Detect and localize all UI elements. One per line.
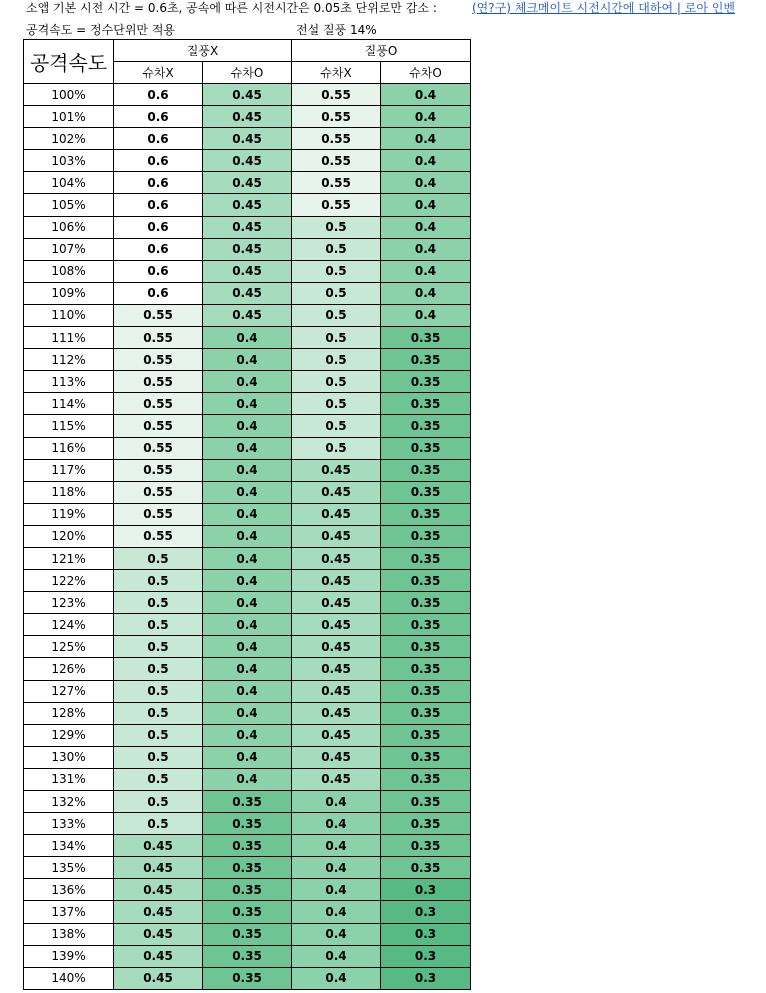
cast-time-cell: 0.35 (381, 547, 471, 569)
cast-time-cell: 0.4 (203, 327, 292, 349)
cast-time-cell: 0.35 (203, 901, 292, 923)
cast-time-table (23, 39, 471, 990)
cast-time-cell: 0.55 (114, 437, 203, 459)
cast-time-cell: 0.55 (114, 525, 203, 547)
cast-time-cell: 0.55 (114, 371, 203, 393)
legend-note: 전설 질풍 14% (296, 23, 377, 37)
table-row (24, 437, 471, 459)
attack-speed-cell: 131% (24, 768, 114, 790)
table-row (24, 84, 471, 106)
cast-time-cell: 0.35 (381, 680, 471, 702)
attack-speed-cell: 130% (24, 746, 114, 768)
table-row (24, 768, 471, 790)
cast-time-cell: 0.35 (381, 636, 471, 658)
cast-time-cell: 0.5 (292, 371, 381, 393)
cast-time-cell: 0.5 (114, 724, 203, 746)
table-row (24, 967, 471, 989)
table-row (24, 128, 471, 150)
cast-time-cell: 0.4 (292, 879, 381, 901)
cast-time-cell: 0.4 (203, 614, 292, 636)
attack-speed-cell: 119% (24, 503, 114, 525)
cast-time-cell: 0.6 (114, 238, 203, 260)
cast-time-cell: 0.45 (203, 260, 292, 282)
cast-time-cell: 0.55 (114, 503, 203, 525)
cast-time-cell: 0.5 (292, 349, 381, 371)
cast-time-cell: 0.45 (114, 967, 203, 989)
cast-time-cell: 0.5 (292, 216, 381, 238)
cast-time-cell: 0.4 (203, 547, 292, 569)
cast-time-note: 소앱 기본 시전 시간 = 0.6초, 공속에 따른 시전시간은 0.05초 단위로만 감소 : (26, 1, 437, 15)
cast-time-cell: 0.6 (114, 172, 203, 194)
cast-time-cell: 0.4 (381, 304, 471, 326)
cast-time-cell: 0.35 (381, 768, 471, 790)
attack-speed-cell: 122% (24, 570, 114, 592)
attack-speed-cell: 136% (24, 879, 114, 901)
cast-time-cell: 0.5 (114, 702, 203, 724)
cast-time-cell: 0.5 (114, 680, 203, 702)
cast-time-cell: 0.35 (381, 371, 471, 393)
attack-speed-cell: 107% (24, 238, 114, 260)
cast-time-cell: 0.35 (203, 835, 292, 857)
cast-time-cell: 0.5 (292, 304, 381, 326)
attack-speed-cell: 114% (24, 393, 114, 415)
cast-time-cell: 0.5 (114, 813, 203, 835)
cast-time-cell: 0.35 (381, 835, 471, 857)
cast-time-cell: 0.45 (292, 459, 381, 481)
table-row (24, 614, 471, 636)
cast-time-cell: 0.4 (381, 238, 471, 260)
cast-time-cell: 0.45 (203, 150, 292, 172)
cast-time-cell: 0.4 (381, 106, 471, 128)
attack-speed-cell: 116% (24, 437, 114, 459)
attack-speed-cell: 137% (24, 901, 114, 923)
attack-speed-cell: 120% (24, 525, 114, 547)
cast-time-cell: 0.4 (203, 371, 292, 393)
cast-time-cell: 0.35 (381, 459, 471, 481)
attack-speed-header: 공격속도 (24, 40, 114, 84)
table-row (24, 260, 471, 282)
cast-time-cell: 0.45 (292, 724, 381, 746)
cast-time-cell: 0.55 (114, 327, 203, 349)
cast-time-cell: 0.3 (381, 923, 471, 945)
cast-time-cell: 0.35 (381, 658, 471, 680)
cast-time-cell: 0.4 (381, 128, 471, 150)
cast-time-cell: 0.4 (203, 481, 292, 503)
cast-time-cell: 0.5 (114, 768, 203, 790)
cast-time-cell: 0.4 (203, 636, 292, 658)
cast-time-cell: 0.4 (203, 746, 292, 768)
cast-time-cell: 0.45 (203, 106, 292, 128)
cast-time-cell: 0.35 (203, 813, 292, 835)
cast-time-cell: 0.3 (381, 967, 471, 989)
cast-time-cell: 0.4 (292, 945, 381, 967)
table-row (24, 481, 471, 503)
cast-time-cell: 0.4 (203, 702, 292, 724)
cast-time-cell: 0.3 (381, 901, 471, 923)
cast-time-cell: 0.45 (292, 658, 381, 680)
cast-time-cell: 0.6 (114, 150, 203, 172)
cast-time-cell: 0.55 (114, 393, 203, 415)
cast-time-cell: 0.4 (203, 415, 292, 437)
attack-speed-cell: 115% (24, 415, 114, 437)
group-header-gale: 질풍O (292, 40, 471, 62)
cast-time-cell: 0.6 (114, 260, 203, 282)
cast-time-cell: 0.35 (381, 349, 471, 371)
table-row (24, 238, 471, 260)
cast-time-cell: 0.5 (114, 547, 203, 569)
cast-time-cell: 0.4 (203, 525, 292, 547)
cast-time-cell: 0.4 (203, 459, 292, 481)
cast-time-cell: 0.4 (381, 282, 471, 304)
cast-time-cell: 0.4 (203, 768, 292, 790)
cast-time-cell: 0.4 (292, 835, 381, 857)
cast-time-cell: 0.5 (114, 791, 203, 813)
table-row (24, 106, 471, 128)
group-header-no-gale: 질풍X (114, 40, 292, 62)
cast-time-cell: 0.35 (381, 415, 471, 437)
cast-time-cell: 0.3 (381, 945, 471, 967)
cast-time-cell: 0.35 (381, 393, 471, 415)
integer-note: 공격속도 = 정수단위만 적용 (26, 23, 176, 37)
table-row (24, 746, 471, 768)
table-row (24, 724, 471, 746)
cast-time-cell: 0.5 (292, 282, 381, 304)
sub-header: 슈차X (114, 62, 203, 84)
cast-time-cell: 0.55 (292, 150, 381, 172)
table-row (24, 636, 471, 658)
cast-time-cell: 0.35 (381, 746, 471, 768)
sub-header: 슈차O (203, 62, 292, 84)
attack-speed-cell: 102% (24, 128, 114, 150)
cast-time-cell: 0.45 (292, 481, 381, 503)
cast-time-cell: 0.4 (381, 150, 471, 172)
cast-time-cell: 0.5 (292, 260, 381, 282)
attack-speed-cell: 126% (24, 658, 114, 680)
cast-time-cell: 0.35 (203, 967, 292, 989)
table-row (24, 592, 471, 614)
cast-time-cell: 0.45 (292, 525, 381, 547)
cast-time-cell: 0.55 (114, 349, 203, 371)
attack-speed-cell: 132% (24, 791, 114, 813)
sub-header: 슈차O (381, 62, 471, 84)
cast-time-cell: 0.45 (203, 216, 292, 238)
cast-time-cell: 0.45 (292, 570, 381, 592)
table-row (24, 879, 471, 901)
cast-time-cell: 0.4 (381, 216, 471, 238)
attack-speed-cell: 125% (24, 636, 114, 658)
table-row (24, 901, 471, 923)
cast-time-cell: 0.4 (292, 967, 381, 989)
attack-speed-cell: 133% (24, 813, 114, 835)
attack-speed-cell: 123% (24, 592, 114, 614)
cast-time-cell: 0.4 (292, 901, 381, 923)
table-row (24, 945, 471, 967)
cast-time-cell: 0.4 (203, 393, 292, 415)
attack-speed-cell: 101% (24, 106, 114, 128)
cast-time-cell: 0.5 (292, 393, 381, 415)
cast-time-cell: 0.6 (114, 194, 203, 216)
table-row (24, 172, 471, 194)
cast-time-cell: 0.5 (292, 327, 381, 349)
cast-time-cell: 0.4 (381, 194, 471, 216)
cast-time-cell: 0.45 (114, 835, 203, 857)
cast-time-cell: 0.35 (381, 437, 471, 459)
cast-time-cell: 0.4 (203, 680, 292, 702)
cast-time-cell: 0.35 (381, 525, 471, 547)
table-row (24, 282, 471, 304)
attack-speed-cell: 138% (24, 923, 114, 945)
cast-time-cell: 0.45 (203, 84, 292, 106)
table-row (24, 415, 471, 437)
cast-time-cell: 0.55 (114, 415, 203, 437)
cast-time-cell: 0.35 (381, 724, 471, 746)
cast-time-cell: 0.4 (203, 658, 292, 680)
cast-time-cell: 0.4 (203, 437, 292, 459)
attack-speed-cell: 129% (24, 724, 114, 746)
cast-time-cell: 0.45 (114, 901, 203, 923)
table-row (24, 150, 471, 172)
cast-time-cell: 0.6 (114, 216, 203, 238)
cast-time-cell: 0.35 (203, 923, 292, 945)
cast-time-cell: 0.55 (292, 194, 381, 216)
cast-time-cell: 0.45 (292, 614, 381, 636)
cast-time-cell: 0.35 (381, 503, 471, 525)
attack-speed-cell: 110% (24, 304, 114, 326)
attack-speed-cell: 106% (24, 216, 114, 238)
cast-time-cell: 0.55 (114, 304, 203, 326)
cast-time-cell: 0.35 (381, 813, 471, 835)
attack-speed-cell: 113% (24, 371, 114, 393)
sub-header: 슈차X (292, 62, 381, 84)
cast-time-cell: 0.45 (292, 592, 381, 614)
cast-time-cell: 0.35 (381, 570, 471, 592)
cast-time-cell: 0.6 (114, 282, 203, 304)
attack-speed-cell: 104% (24, 172, 114, 194)
table-row (24, 702, 471, 724)
cast-time-cell: 0.4 (203, 503, 292, 525)
attack-speed-cell: 109% (24, 282, 114, 304)
cast-time-cell: 0.3 (381, 879, 471, 901)
cast-time-cell: 0.35 (203, 945, 292, 967)
table-row (24, 923, 471, 945)
attack-speed-cell: 118% (24, 481, 114, 503)
cast-time-cell: 0.4 (292, 923, 381, 945)
table-row (24, 349, 471, 371)
cast-time-cell: 0.5 (114, 746, 203, 768)
header-note (26, 0, 735, 16)
table-row (24, 547, 471, 569)
cast-time-cell: 0.4 (203, 724, 292, 746)
cast-time-cell: 0.45 (203, 304, 292, 326)
cast-time-cell: 0.35 (381, 592, 471, 614)
attack-speed-cell: 111% (24, 327, 114, 349)
cast-time-cell: 0.4 (381, 260, 471, 282)
attack-speed-cell: 127% (24, 680, 114, 702)
cast-time-cell: 0.55 (292, 106, 381, 128)
cast-time-cell: 0.35 (203, 791, 292, 813)
cast-time-cell: 0.5 (114, 614, 203, 636)
cast-time-cell: 0.45 (203, 194, 292, 216)
attack-speed-cell: 103% (24, 150, 114, 172)
cast-time-cell: 0.45 (292, 547, 381, 569)
table-row (24, 393, 471, 415)
cast-time-cell: 0.45 (203, 238, 292, 260)
cast-time-cell: 0.35 (381, 614, 471, 636)
cast-time-cell: 0.35 (381, 481, 471, 503)
cast-time-cell: 0.55 (292, 172, 381, 194)
table-row (24, 525, 471, 547)
cast-time-cell: 0.45 (114, 923, 203, 945)
cast-time-cell: 0.55 (292, 128, 381, 150)
cast-time-cell: 0.45 (203, 172, 292, 194)
table-row (24, 194, 471, 216)
attack-speed-cell: 100% (24, 84, 114, 106)
table-row (24, 658, 471, 680)
cast-time-cell: 0.35 (381, 327, 471, 349)
cast-time-cell: 0.4 (381, 172, 471, 194)
cast-time-cell: 0.35 (381, 857, 471, 879)
table-row (24, 459, 471, 481)
cast-time-cell: 0.5 (292, 437, 381, 459)
cast-time-cell: 0.55 (114, 459, 203, 481)
cast-time-cell: 0.45 (114, 879, 203, 901)
cast-time-cell: 0.4 (381, 84, 471, 106)
attack-speed-cell: 135% (24, 857, 114, 879)
reference-link[interactable]: (연?구) 체크메이트 시전시간에 대하여 | 로아 인벤 (472, 1, 735, 15)
attack-speed-cell: 117% (24, 459, 114, 481)
table-row (24, 570, 471, 592)
cast-time-cell: 0.5 (292, 238, 381, 260)
table-row (24, 327, 471, 349)
attack-speed-cell: 124% (24, 614, 114, 636)
attack-speed-cell: 108% (24, 260, 114, 282)
cast-time-cell: 0.55 (114, 481, 203, 503)
cast-time-cell: 0.45 (114, 945, 203, 967)
cast-time-cell: 0.6 (114, 106, 203, 128)
cast-time-cell: 0.45 (292, 503, 381, 525)
cast-time-cell: 0.5 (114, 592, 203, 614)
cast-time-cell: 0.45 (203, 128, 292, 150)
cast-time-cell: 0.45 (114, 857, 203, 879)
cast-time-cell: 0.45 (292, 746, 381, 768)
cast-time-cell: 0.45 (292, 636, 381, 658)
table-row (24, 680, 471, 702)
attack-speed-cell: 134% (24, 835, 114, 857)
cast-time-cell: 0.4 (292, 813, 381, 835)
table-row (24, 503, 471, 525)
cast-time-cell: 0.5 (114, 636, 203, 658)
attack-speed-cell: 139% (24, 945, 114, 967)
cast-time-cell: 0.5 (292, 415, 381, 437)
attack-speed-cell: 140% (24, 967, 114, 989)
table-row (24, 791, 471, 813)
table-row (24, 371, 471, 393)
cast-time-cell: 0.35 (203, 857, 292, 879)
cast-time-cell: 0.35 (203, 879, 292, 901)
attack-speed-cell: 112% (24, 349, 114, 371)
cast-time-cell: 0.45 (292, 680, 381, 702)
cast-time-cell: 0.55 (292, 84, 381, 106)
cast-time-cell: 0.4 (203, 570, 292, 592)
cast-time-cell: 0.45 (292, 768, 381, 790)
table-body (24, 84, 471, 990)
cast-time-cell: 0.45 (203, 282, 292, 304)
table-row (24, 813, 471, 835)
cast-time-cell: 0.4 (292, 857, 381, 879)
table-row (24, 216, 471, 238)
cast-time-cell: 0.4 (203, 592, 292, 614)
cast-time-cell: 0.4 (292, 791, 381, 813)
cast-time-cell: 0.5 (114, 658, 203, 680)
cast-time-cell: 0.6 (114, 128, 203, 150)
cast-time-cell: 0.45 (292, 702, 381, 724)
table-row (24, 835, 471, 857)
attack-speed-cell: 105% (24, 194, 114, 216)
table-row (24, 304, 471, 326)
attack-speed-cell: 128% (24, 702, 114, 724)
cast-time-cell: 0.4 (203, 349, 292, 371)
table-row (24, 857, 471, 879)
attack-speed-cell: 121% (24, 547, 114, 569)
cast-time-cell: 0.35 (381, 791, 471, 813)
cast-time-cell: 0.35 (381, 702, 471, 724)
cast-time-cell: 0.5 (114, 570, 203, 592)
cast-time-cell: 0.6 (114, 84, 203, 106)
